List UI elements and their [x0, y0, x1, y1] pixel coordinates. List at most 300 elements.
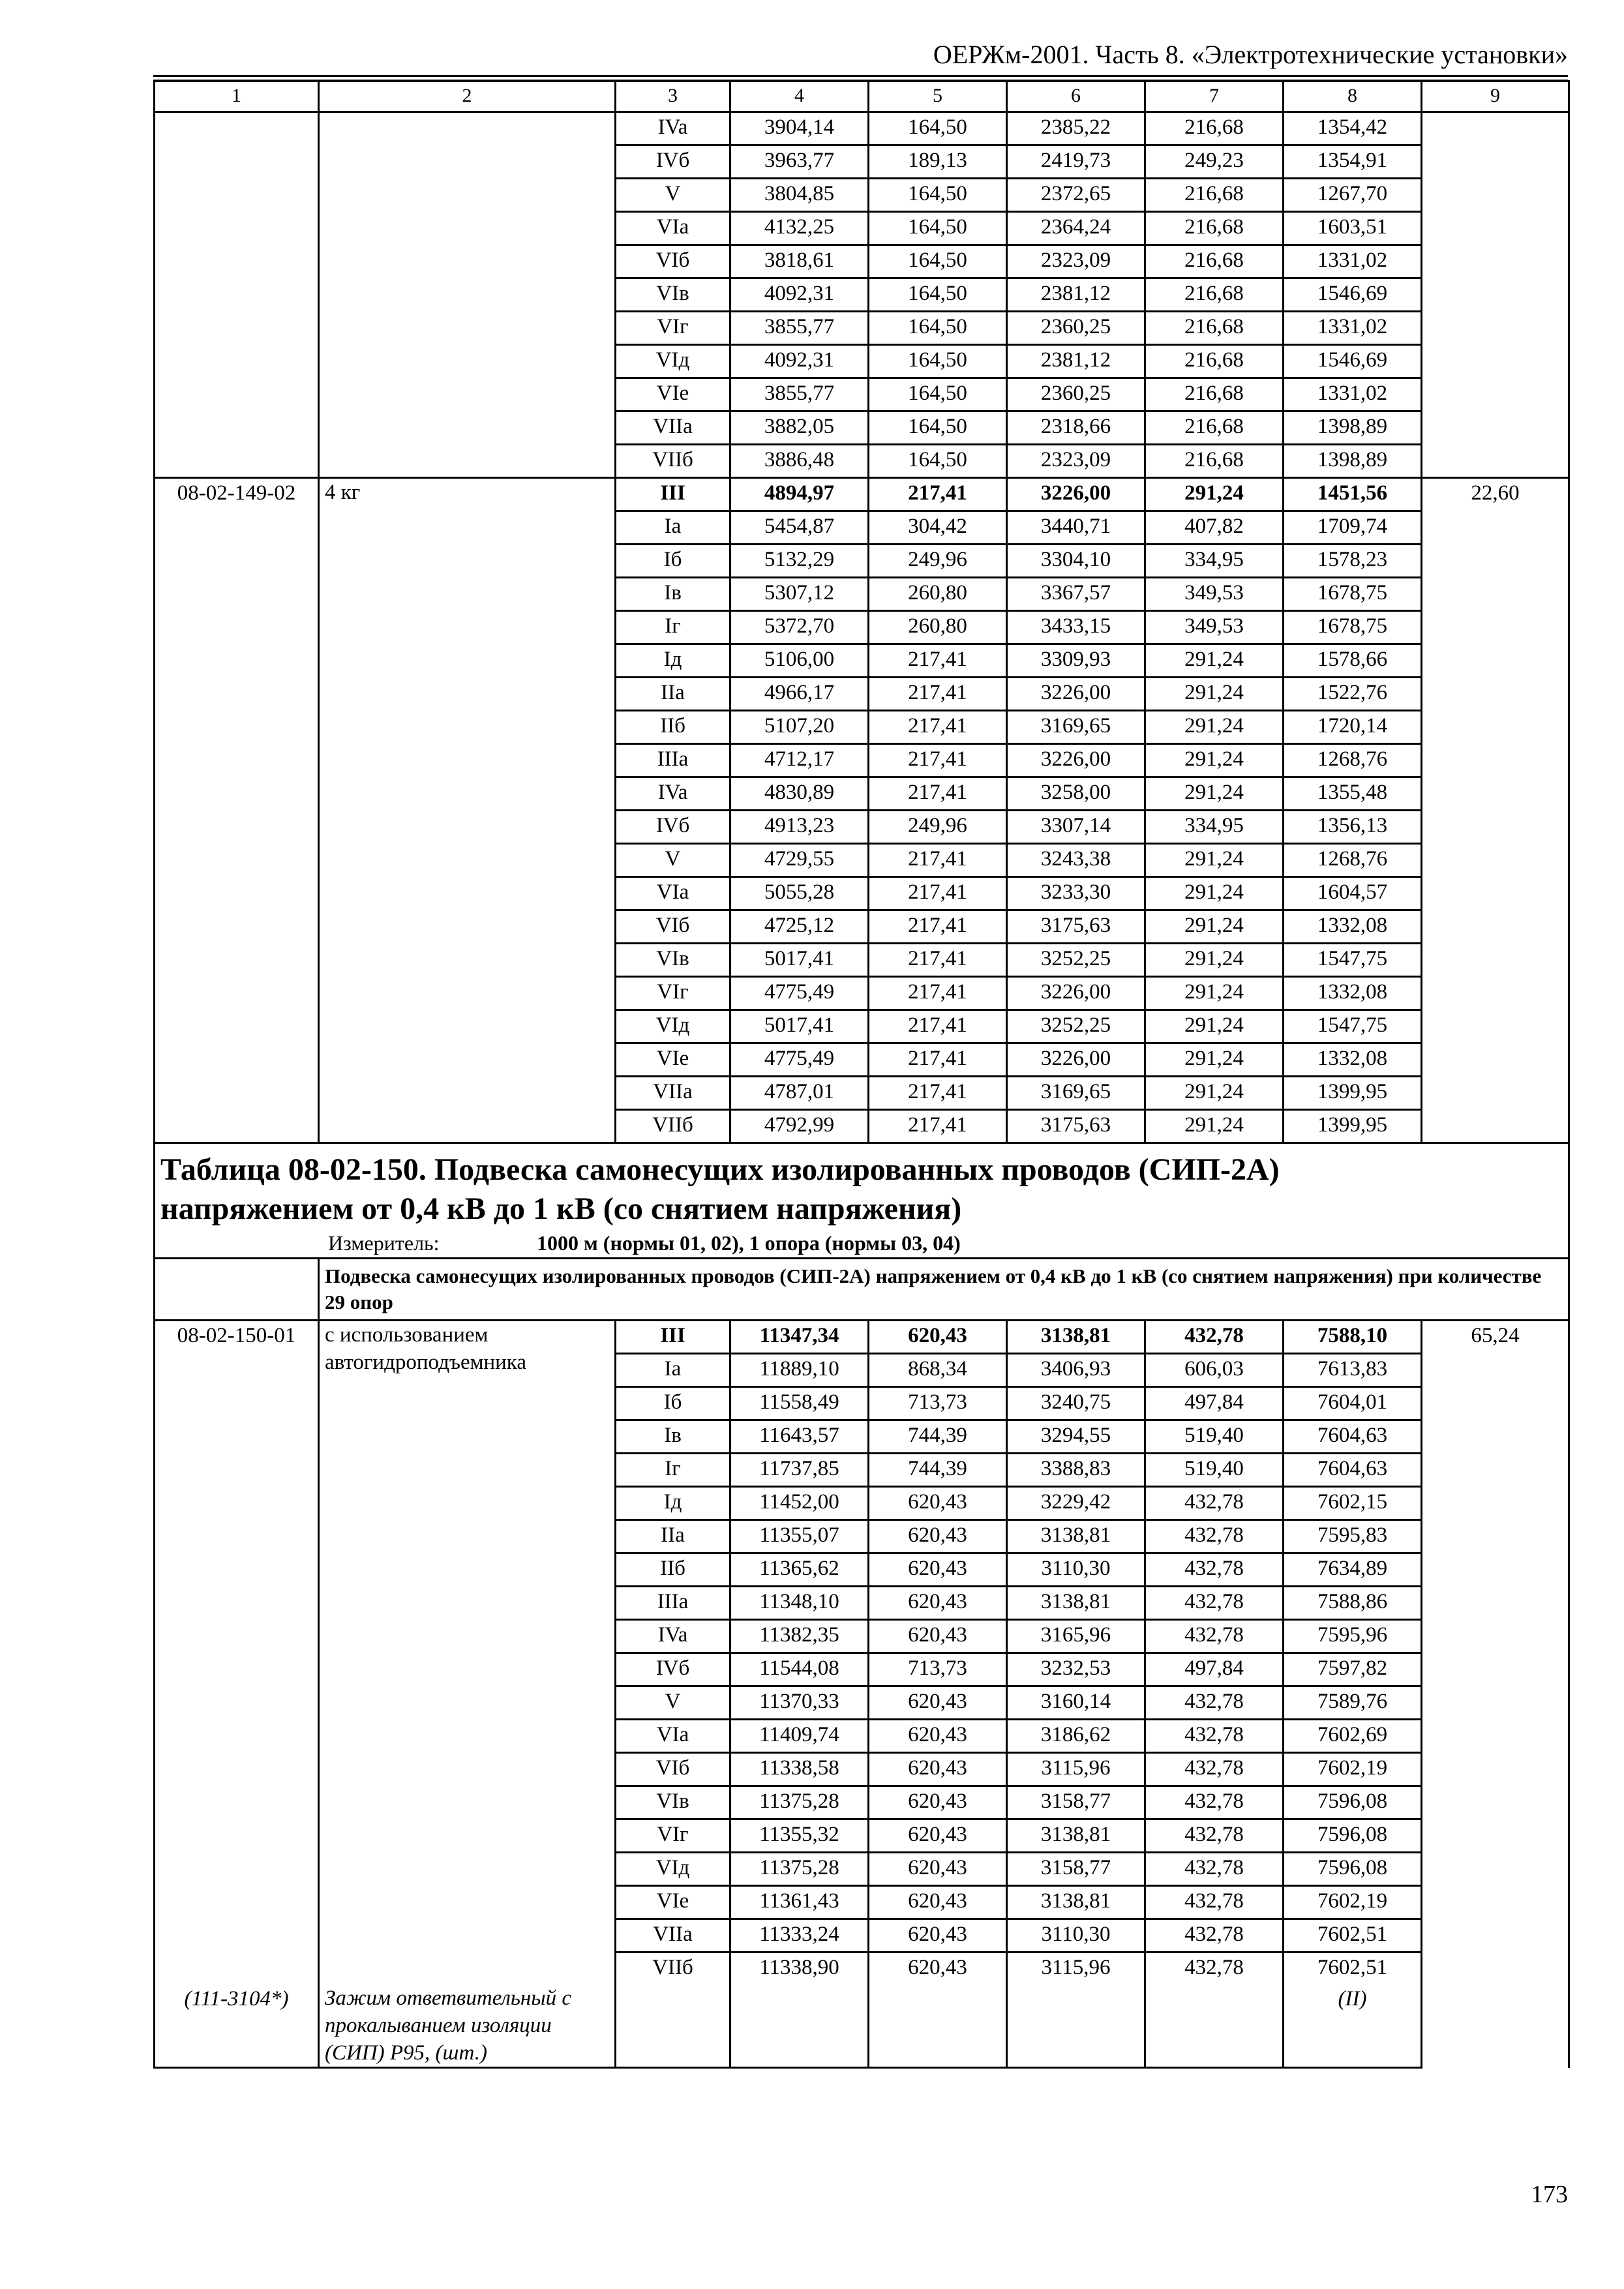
- value-col4: 3855,77: [730, 378, 869, 411]
- value-col8: 1678,75: [1284, 578, 1422, 611]
- class-cell: IVб: [616, 145, 730, 179]
- class-cell: Ia: [616, 1354, 730, 1387]
- class-cell: V: [616, 844, 730, 877]
- value-col7: 216,68: [1145, 345, 1284, 378]
- class-cell: IVa: [616, 777, 730, 811]
- value-col8: 1546,69: [1284, 345, 1422, 378]
- value-col4: 11375,28: [730, 1786, 869, 1819]
- value-col7: 216,68: [1145, 445, 1284, 478]
- class-cell: VIд: [616, 345, 730, 378]
- value-col7: 291,24: [1145, 711, 1284, 744]
- value-col8: 1354,91: [1284, 145, 1422, 179]
- column-number-3: 3: [616, 82, 730, 112]
- class-cell: Iг: [616, 1454, 730, 1487]
- value-col6: 3226,00: [1007, 744, 1145, 777]
- value-col8: 7604,63: [1284, 1454, 1422, 1487]
- value-col4: 5106,00: [730, 644, 869, 678]
- value-col5: 164,50: [869, 345, 1007, 378]
- value-col8: 1399,95: [1284, 1110, 1422, 1143]
- value-col7: 349,53: [1145, 611, 1284, 644]
- class-cell: VIв: [616, 278, 730, 312]
- value-col8: 1331,02: [1284, 245, 1422, 278]
- class-cell: Iв: [616, 578, 730, 611]
- class-cell: VIг: [616, 312, 730, 345]
- value-col6: 3186,62: [1007, 1720, 1145, 1753]
- value-col8: 1398,89: [1284, 445, 1422, 478]
- section-title-cell: [155, 1143, 1569, 1259]
- value-col8: 1355,48: [1284, 777, 1422, 811]
- column-number-1: 1: [155, 82, 319, 112]
- value-col5: 217,41: [869, 1110, 1007, 1143]
- class-cell: VIIб: [616, 1952, 730, 1985]
- value-col8: 7596,08: [1284, 1786, 1422, 1819]
- value-col8: 1356,13: [1284, 811, 1422, 844]
- value-col7: 432,78: [1145, 1919, 1284, 1952]
- class-cell: VIIa: [616, 1919, 730, 1952]
- value-col4: 4792,99: [730, 1110, 869, 1143]
- value-col4: 4729,55: [730, 844, 869, 877]
- resource-row: [155, 1984, 1569, 2068]
- value-col7: 291,24: [1145, 1010, 1284, 1043]
- value-col5: 868,34: [869, 1354, 1007, 1387]
- value-col4: 11338,90: [730, 1952, 869, 1985]
- column-number-4: 4: [730, 82, 869, 112]
- column-number-8: 8: [1284, 82, 1422, 112]
- value-col7: 432,78: [1145, 1720, 1284, 1753]
- section-header-row: [155, 1143, 1569, 1259]
- value-col7: 291,24: [1145, 910, 1284, 944]
- value-col6: 3115,96: [1007, 1753, 1145, 1786]
- value-col8: 1678,75: [1284, 611, 1422, 644]
- measure-value: 1000 м (нормы 01, 02), 1 опора (нормы 03, 04): [537, 1231, 961, 1255]
- value-col4: 5107,20: [730, 711, 869, 744]
- value-col7: 606,03: [1145, 1354, 1284, 1387]
- section-title-line1: Таблица 08-02-150. Подвеска самонесущих изолированных проводов (СИП-2А): [160, 1152, 1280, 1187]
- class-cell: VIг: [616, 977, 730, 1010]
- value-col4: 11409,74: [730, 1720, 869, 1753]
- class-cell: VIIб: [616, 1110, 730, 1143]
- table-row: [155, 1321, 1569, 1354]
- value-col7: 216,68: [1145, 212, 1284, 245]
- value-col7: 216,68: [1145, 378, 1284, 411]
- value-col7: 432,78: [1145, 1587, 1284, 1620]
- page-header-title: ОЕРЖм-2001. Часть 8. «Электротехнические установки»: [933, 40, 1568, 69]
- value-col8: 7613,83: [1284, 1354, 1422, 1387]
- norm-extra-value: 22,60: [1422, 478, 1569, 1143]
- value-col5: 217,41: [869, 1010, 1007, 1043]
- value-col5: 217,41: [869, 644, 1007, 678]
- value-col6: 3440,71: [1007, 511, 1145, 545]
- value-col4: 5017,41: [730, 944, 869, 977]
- value-col5: 713,73: [869, 1387, 1007, 1420]
- value-col5: 217,41: [869, 678, 1007, 711]
- value-col4: 5454,87: [730, 511, 869, 545]
- resource-empty-cell: [1145, 1984, 1284, 2068]
- value-col4: 11338,58: [730, 1753, 869, 1786]
- value-col7: 334,95: [1145, 811, 1284, 844]
- value-col4: 5055,28: [730, 877, 869, 910]
- value-col5: 217,41: [869, 777, 1007, 811]
- class-cell: VIa: [616, 1720, 730, 1753]
- value-col5: 620,43: [869, 1686, 1007, 1720]
- value-col8: 7604,63: [1284, 1420, 1422, 1454]
- value-col8: 7602,15: [1284, 1487, 1422, 1520]
- column-number-row: [155, 82, 1569, 112]
- value-col8: 1604,57: [1284, 877, 1422, 910]
- class-cell: IIa: [616, 678, 730, 711]
- value-col8: 1331,02: [1284, 378, 1422, 411]
- value-col5: 620,43: [869, 1786, 1007, 1819]
- class-cell: VIa: [616, 212, 730, 245]
- value-col6: 2364,24: [1007, 212, 1145, 245]
- value-col4: 11355,32: [730, 1819, 869, 1853]
- class-cell: Iд: [616, 644, 730, 678]
- value-col8: 1603,51: [1284, 212, 1422, 245]
- value-col6: 2323,09: [1007, 445, 1145, 478]
- value-col5: 260,80: [869, 611, 1007, 644]
- value-col4: 3855,77: [730, 312, 869, 345]
- value-col6: 3138,81: [1007, 1587, 1145, 1620]
- value-col4: 11347,34: [730, 1321, 869, 1354]
- value-col6: 3169,65: [1007, 711, 1145, 744]
- value-col4: 4132,25: [730, 212, 869, 245]
- value-col8: 7604,01: [1284, 1387, 1422, 1420]
- value-col7: 432,78: [1145, 1553, 1284, 1587]
- class-cell: Ia: [616, 511, 730, 545]
- value-col7: 497,84: [1145, 1653, 1284, 1686]
- value-col6: 3138,81: [1007, 1520, 1145, 1553]
- value-col5: 189,13: [869, 145, 1007, 179]
- class-cell: Iв: [616, 1420, 730, 1454]
- value-col8: 7597,82: [1284, 1653, 1422, 1686]
- page-number: 173: [1531, 2181, 1568, 2208]
- value-col7: 291,24: [1145, 644, 1284, 678]
- class-cell: VIe: [616, 1886, 730, 1919]
- value-col8: 1720,14: [1284, 711, 1422, 744]
- resource-value: (II): [1284, 1984, 1422, 2068]
- value-col6: 3138,81: [1007, 1819, 1145, 1853]
- value-col4: 4775,49: [730, 977, 869, 1010]
- section-title-line2: напряжением от 0,4 кВ до 1 кВ (со снятием напряжения): [160, 1191, 962, 1226]
- value-col5: 164,50: [869, 179, 1007, 212]
- value-col4: 4775,49: [730, 1043, 869, 1077]
- value-col7: 432,78: [1145, 1952, 1284, 1985]
- value-col7: 432,78: [1145, 1753, 1284, 1786]
- value-col7: 432,78: [1145, 1786, 1284, 1819]
- value-col7: 432,78: [1145, 1520, 1284, 1553]
- value-col7: 432,78: [1145, 1487, 1284, 1520]
- column-number-5: 5: [869, 82, 1007, 112]
- value-col5: 260,80: [869, 578, 1007, 611]
- value-col6: 3175,63: [1007, 1110, 1145, 1143]
- value-col5: 744,39: [869, 1420, 1007, 1454]
- value-col4: 11643,57: [730, 1420, 869, 1454]
- class-cell: III: [616, 478, 730, 511]
- value-col7: 291,24: [1145, 678, 1284, 711]
- value-col5: 164,50: [869, 445, 1007, 478]
- value-col6: 2360,25: [1007, 312, 1145, 345]
- value-col5: 744,39: [869, 1454, 1007, 1487]
- value-col6: 3367,57: [1007, 578, 1145, 611]
- value-col8: 7588,10: [1284, 1321, 1422, 1354]
- value-col8: 1332,08: [1284, 977, 1422, 1010]
- value-col6: 3232,53: [1007, 1653, 1145, 1686]
- value-col5: 620,43: [869, 1919, 1007, 1952]
- value-col6: 3258,00: [1007, 777, 1145, 811]
- class-cell: VIa: [616, 877, 730, 910]
- value-col7: 497,84: [1145, 1387, 1284, 1420]
- class-cell: VIг: [616, 1819, 730, 1853]
- value-col4: 5372,70: [730, 611, 869, 644]
- value-col7: 291,24: [1145, 478, 1284, 511]
- value-col4: 3886,48: [730, 445, 869, 478]
- value-col5: 620,43: [869, 1620, 1007, 1653]
- norm-description: 4 кг: [319, 478, 616, 1143]
- value-col6: 3110,30: [1007, 1553, 1145, 1587]
- resource-description: Зажим ответвительный с прокалыванием изоляции (СИП) P95, (шт.): [319, 1984, 616, 2068]
- value-col8: 1331,02: [1284, 312, 1422, 345]
- class-cell: IIб: [616, 711, 730, 744]
- value-col4: 11333,24: [730, 1919, 869, 1952]
- norm-extra-value: 65,24: [1422, 1321, 1569, 2068]
- value-col6: 2385,22: [1007, 112, 1145, 145]
- class-cell: Iд: [616, 1487, 730, 1520]
- value-col7: 432,78: [1145, 1686, 1284, 1720]
- value-col4: 3904,14: [730, 112, 869, 145]
- value-col5: 620,43: [869, 1753, 1007, 1786]
- value-col4: 5307,12: [730, 578, 869, 611]
- value-col6: 3304,10: [1007, 545, 1145, 578]
- value-col4: 3818,61: [730, 245, 869, 278]
- value-col5: 217,41: [869, 944, 1007, 977]
- value-col5: 217,41: [869, 910, 1007, 944]
- value-col5: 620,43: [869, 1321, 1007, 1354]
- value-col4: 11382,35: [730, 1620, 869, 1653]
- value-col7: 291,24: [1145, 977, 1284, 1010]
- class-cell: VIIa: [616, 411, 730, 445]
- value-col8: 1547,75: [1284, 1010, 1422, 1043]
- value-col8: 7589,76: [1284, 1686, 1422, 1720]
- column-number-2: 2: [319, 82, 616, 112]
- value-col8: 1451,56: [1284, 478, 1422, 511]
- value-col6: 2323,09: [1007, 245, 1145, 278]
- description-cell: [319, 112, 616, 478]
- value-col4: 11889,10: [730, 1354, 869, 1387]
- value-col4: 4092,31: [730, 278, 869, 312]
- value-col8: 1709,74: [1284, 511, 1422, 545]
- value-col8: 7602,69: [1284, 1720, 1422, 1753]
- value-col6: 3158,77: [1007, 1786, 1145, 1819]
- value-col8: 7634,89: [1284, 1553, 1422, 1587]
- value-col4: 11544,08: [730, 1653, 869, 1686]
- value-col5: 217,41: [869, 1043, 1007, 1077]
- value-col8: 7602,19: [1284, 1753, 1422, 1786]
- value-col4: 5017,41: [730, 1010, 869, 1043]
- measure-line: [160, 1229, 1563, 1257]
- value-col7: 291,24: [1145, 777, 1284, 811]
- column-number-6: 6: [1007, 82, 1145, 112]
- value-col5: 249,96: [869, 811, 1007, 844]
- class-cell: IVa: [616, 1620, 730, 1653]
- value-col5: 217,41: [869, 1077, 1007, 1110]
- value-col8: 1546,69: [1284, 278, 1422, 312]
- value-col7: 291,24: [1145, 1077, 1284, 1110]
- value-col6: 3138,81: [1007, 1886, 1145, 1919]
- value-col6: 3406,93: [1007, 1354, 1145, 1387]
- value-col4: 11355,07: [730, 1520, 869, 1553]
- resource-code: (111-3104*): [155, 1984, 319, 2068]
- value-col8: 7595,96: [1284, 1620, 1422, 1653]
- class-cell: V: [616, 1686, 730, 1720]
- value-col8: 1578,23: [1284, 545, 1422, 578]
- value-col7: 291,24: [1145, 744, 1284, 777]
- resource-empty-cell: [616, 1984, 730, 2068]
- value-col6: 3307,14: [1007, 811, 1145, 844]
- value-col4: 3804,85: [730, 179, 869, 212]
- value-col5: 217,41: [869, 977, 1007, 1010]
- class-cell: IVб: [616, 1653, 730, 1686]
- value-col5: 164,50: [869, 411, 1007, 445]
- value-col7: 216,68: [1145, 411, 1284, 445]
- value-col6: 3309,93: [1007, 644, 1145, 678]
- value-col6: 3240,75: [1007, 1387, 1145, 1420]
- value-col6: 3138,81: [1007, 1321, 1145, 1354]
- rates-table: [153, 80, 1570, 2069]
- value-col7: 432,78: [1145, 1620, 1284, 1653]
- value-col4: 4787,01: [730, 1077, 869, 1110]
- value-col6: 3110,30: [1007, 1919, 1145, 1952]
- value-col8: 7596,08: [1284, 1853, 1422, 1886]
- value-col4: 11361,43: [730, 1886, 869, 1919]
- class-cell: VIIб: [616, 445, 730, 478]
- value-col5: 620,43: [869, 1819, 1007, 1853]
- value-col5: 249,96: [869, 545, 1007, 578]
- class-cell: VIв: [616, 1786, 730, 1819]
- value-col6: 2381,12: [1007, 345, 1145, 378]
- value-col4: 3963,77: [730, 145, 869, 179]
- value-col5: 217,41: [869, 711, 1007, 744]
- value-col5: 217,41: [869, 877, 1007, 910]
- value-col8: 7588,86: [1284, 1587, 1422, 1620]
- class-cell: IIб: [616, 1553, 730, 1587]
- value-col5: 620,43: [869, 1886, 1007, 1919]
- class-cell: Iб: [616, 545, 730, 578]
- class-cell: Iб: [616, 1387, 730, 1420]
- value-col4: 4830,89: [730, 777, 869, 811]
- norm-description: с использованием автогидроподъемника: [319, 1321, 616, 1985]
- value-col7: 216,68: [1145, 179, 1284, 212]
- value-col7: 216,68: [1145, 312, 1284, 345]
- value-col4: 11558,49: [730, 1387, 869, 1420]
- value-col6: 3175,63: [1007, 910, 1145, 944]
- value-col7: 432,78: [1145, 1853, 1284, 1886]
- value-col4: 4092,31: [730, 345, 869, 378]
- value-col5: 620,43: [869, 1720, 1007, 1753]
- table-row: [155, 112, 1569, 145]
- value-col7: 519,40: [1145, 1420, 1284, 1454]
- value-col7: 291,24: [1145, 877, 1284, 910]
- value-col5: 164,50: [869, 212, 1007, 245]
- class-cell: IVб: [616, 811, 730, 844]
- resource-empty-cell: [869, 1984, 1007, 2068]
- value-col7: 519,40: [1145, 1454, 1284, 1487]
- value-col8: 1332,08: [1284, 910, 1422, 944]
- class-cell: IIIa: [616, 1587, 730, 1620]
- value-col7: 334,95: [1145, 545, 1284, 578]
- value-col5: 217,41: [869, 844, 1007, 877]
- value-col4: 5132,29: [730, 545, 869, 578]
- value-col4: 4913,23: [730, 811, 869, 844]
- class-cell: Iг: [616, 611, 730, 644]
- class-cell: VIб: [616, 910, 730, 944]
- value-col5: 164,50: [869, 245, 1007, 278]
- value-col7: 291,24: [1145, 1110, 1284, 1143]
- value-col4: 11370,33: [730, 1686, 869, 1720]
- value-col6: 3233,30: [1007, 877, 1145, 910]
- value-col5: 620,43: [869, 1553, 1007, 1587]
- value-col5: 713,73: [869, 1653, 1007, 1686]
- value-col8: 1547,75: [1284, 944, 1422, 977]
- resource-empty-cell: [730, 1984, 869, 2068]
- value-col6: 2419,73: [1007, 145, 1145, 179]
- value-col4: 11348,10: [730, 1587, 869, 1620]
- class-cell: VIб: [616, 1753, 730, 1786]
- value-col7: 216,68: [1145, 112, 1284, 145]
- value-col4: 4894,97: [730, 478, 869, 511]
- value-col5: 620,43: [869, 1952, 1007, 1985]
- value-col8: 7602,19: [1284, 1886, 1422, 1919]
- value-col8: 7595,83: [1284, 1520, 1422, 1553]
- value-col8: 7602,51: [1284, 1952, 1422, 1985]
- value-col8: 1522,76: [1284, 678, 1422, 711]
- class-cell: VIд: [616, 1010, 730, 1043]
- value-col6: 2318,66: [1007, 411, 1145, 445]
- value-col8: 1268,76: [1284, 844, 1422, 877]
- value-col5: 620,43: [869, 1587, 1007, 1620]
- measure-label: Измеритель:: [328, 1231, 440, 1255]
- value-col4: 4725,12: [730, 910, 869, 944]
- value-col7: 216,68: [1145, 278, 1284, 312]
- extra-cell: [1422, 112, 1569, 478]
- class-cell: VIIa: [616, 1077, 730, 1110]
- value-col6: 3169,65: [1007, 1077, 1145, 1110]
- value-col7: 216,68: [1145, 245, 1284, 278]
- value-col8: 1267,70: [1284, 179, 1422, 212]
- class-cell: VIe: [616, 378, 730, 411]
- column-number-7: 7: [1145, 82, 1284, 112]
- value-col7: 291,24: [1145, 844, 1284, 877]
- value-col6: 3252,25: [1007, 944, 1145, 977]
- value-col7: 432,78: [1145, 1321, 1284, 1354]
- value-col7: 291,24: [1145, 1043, 1284, 1077]
- class-cell: VIд: [616, 1853, 730, 1886]
- subheading-row: [155, 1259, 1569, 1321]
- value-col5: 620,43: [869, 1487, 1007, 1520]
- value-col5: 217,41: [869, 744, 1007, 777]
- value-col5: 164,50: [869, 378, 1007, 411]
- value-col7: 432,78: [1145, 1886, 1284, 1919]
- value-col6: 3226,00: [1007, 478, 1145, 511]
- value-col6: 3115,96: [1007, 1952, 1145, 1985]
- value-col6: 3226,00: [1007, 678, 1145, 711]
- table-row: [155, 478, 1569, 511]
- value-col7: 249,23: [1145, 145, 1284, 179]
- value-col8: 1398,89: [1284, 411, 1422, 445]
- value-col8: 1578,66: [1284, 644, 1422, 678]
- value-col6: 2360,25: [1007, 378, 1145, 411]
- value-col4: 11365,62: [730, 1553, 869, 1587]
- value-col8: 1354,42: [1284, 112, 1422, 145]
